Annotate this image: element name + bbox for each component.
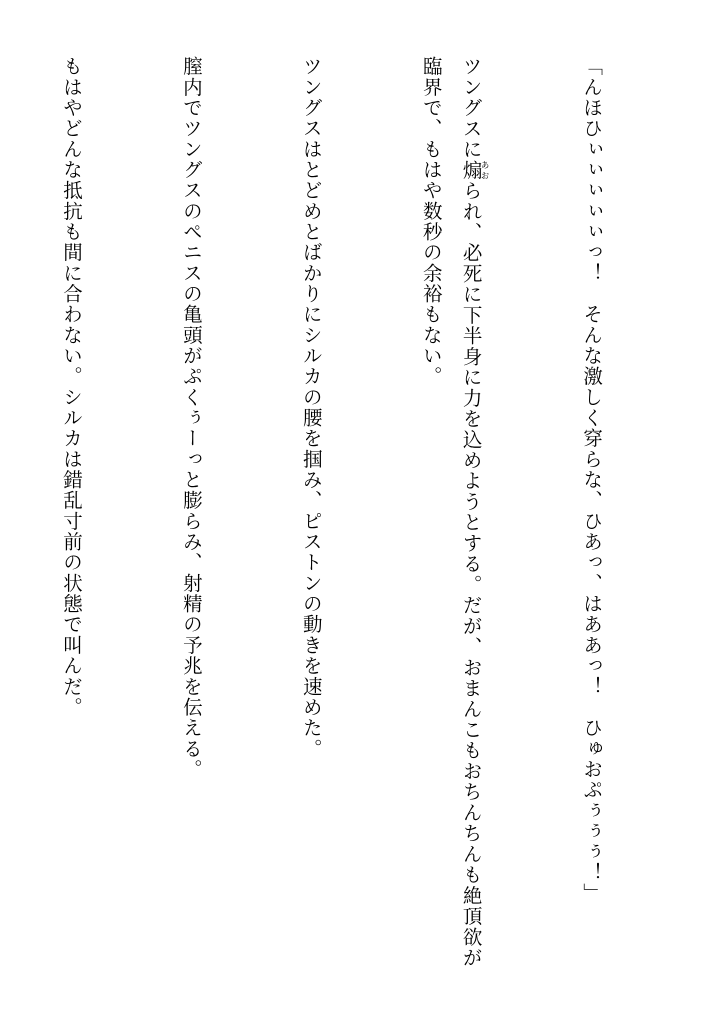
paragraph-5: もはやどんな抵抗も間に合わない。シルカは錯乱寸前の状態で叫んだ。 [59,56,81,718]
vertical-text-body [28,56,690,968]
ruby-reading: あお [480,159,491,181]
ruby-annotation: 煽 あお [459,159,491,181]
paragraph-1: 「んほひぃぃぃぃぃっ！ そんな激しく穿らな、ひあっ、はああっ！ ひゅおぷぅぅぅ！」 [580,56,602,904]
paragraph-2-text: ツングスに煽 あおられ、必死に下半身に力を込めようとする。だが、おまんこもおちんちんも絶頂欲が臨界で、もはや数秒の余裕もない。 [419,56,491,969]
paragraph-3: ツングスはとどめとばかりにシルカの腰を掴み、ピストンの動きを速めた。 [299,56,321,759]
paragraph-4: 膣内でツングスのペニスの亀頭がぷくぅーっと膨らみ、射精の予兆を伝える。 [179,56,201,780]
paragraph-2 [410,56,490,968]
